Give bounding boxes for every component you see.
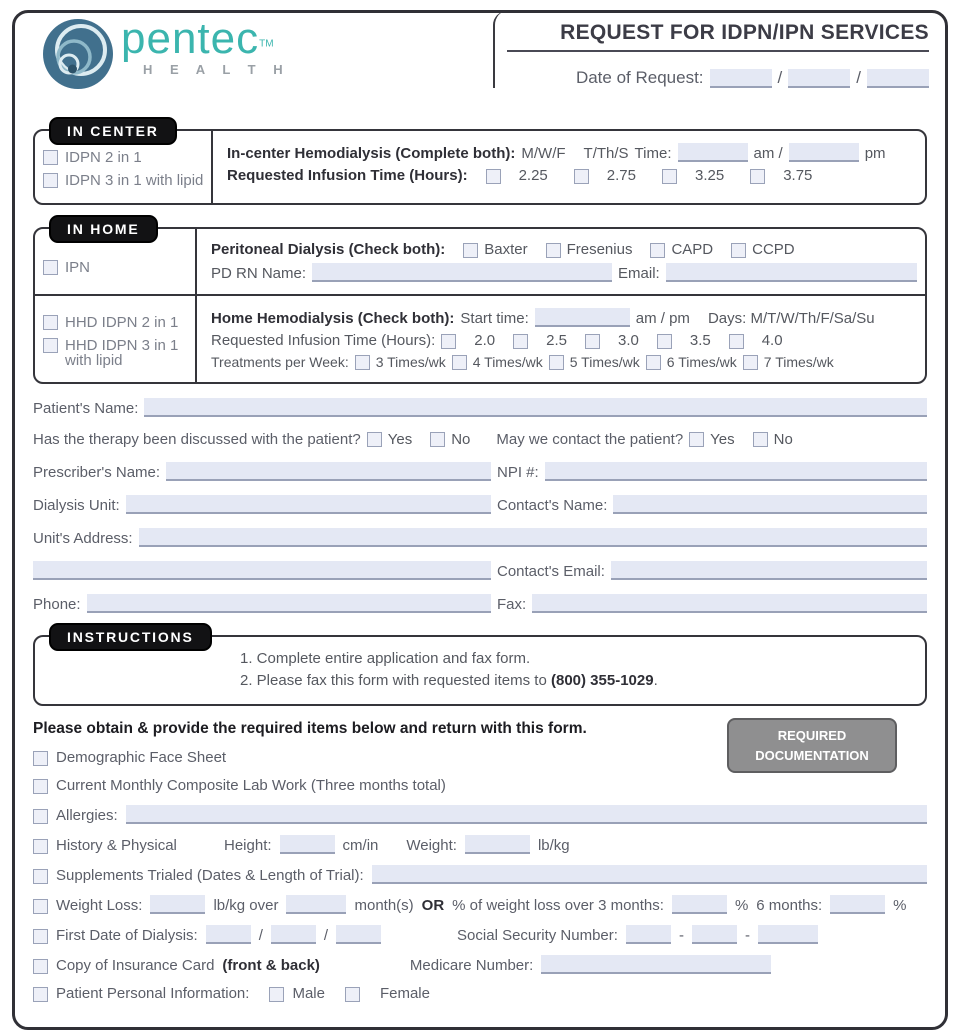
infusion-40-checkbox[interactable]: [729, 334, 744, 349]
idpn-2in1-label: IDPN 2 in 1: [65, 149, 142, 166]
start-time-field[interactable]: [535, 308, 630, 327]
brand-name: pentec: [121, 14, 260, 63]
brand-subtitle: H E A L T H: [143, 62, 290, 77]
date-day-field[interactable]: [788, 69, 850, 88]
title-box: [493, 11, 945, 88]
dialysis-year-field[interactable]: [336, 925, 381, 944]
height-field[interactable]: [280, 835, 335, 854]
instruction-2: [240, 672, 915, 689]
phone-label: Phone:: [33, 596, 81, 613]
time-label: Time:: [634, 145, 672, 162]
infusion-35-label: 3.5: [689, 332, 711, 349]
pct-sign-1: %: [734, 897, 749, 914]
infusion-40-label: 4.0: [761, 332, 783, 349]
infusion-275-label: 2.75: [606, 167, 636, 184]
female-label: Female: [379, 985, 430, 1002]
5x-week-label: 5 Times/wk: [569, 354, 640, 370]
incenter-hemodialysis-label: In-center Hemodialysis (Complete both):: [227, 145, 516, 162]
idpn-3in1-lipid-checkbox[interactable]: [43, 173, 58, 188]
weight-loss-months-label: month(s): [354, 897, 414, 914]
personal-info-checkbox[interactable]: [33, 987, 48, 1002]
4x-week-label: 4 Times/wk: [472, 354, 543, 370]
required-badge-line1: REQUIRED: [777, 728, 847, 743]
pd-rn-name-label: PD RN Name:: [211, 265, 307, 282]
start-time-label: Start time:: [460, 310, 529, 327]
unit-address-label: Unit's Address:: [33, 530, 133, 547]
instructions-badge: INSTRUCTIONS: [49, 623, 212, 651]
form-title: REQUEST FOR IDPN/IPN SERVICES: [507, 21, 929, 52]
demographic-checkbox[interactable]: [33, 751, 48, 766]
ssn-dash-1: -: [678, 927, 684, 944]
unit-address-field-2[interactable]: [33, 561, 491, 580]
female-checkbox[interactable]: [345, 987, 360, 1002]
days-tths-label: T/Th/S: [583, 145, 629, 162]
contact-yes-checkbox[interactable]: [689, 432, 704, 447]
therapy-discussed-question: Has the therapy been discussed with the patient?: [33, 431, 361, 448]
insurance-card-label: Copy of Insurance Card: [56, 957, 215, 974]
instruction-1: 1. Complete entire application and fax form.: [240, 650, 531, 667]
ssn-part3-field[interactable]: [758, 925, 818, 944]
patient-name-label: Patient's Name:: [33, 400, 139, 417]
6x-week-checkbox[interactable]: [646, 355, 661, 370]
infusion-225-label: 2.25: [518, 167, 548, 184]
time-pm-field[interactable]: [789, 143, 859, 162]
contact-name-label: Contact's Name:: [497, 497, 608, 514]
hhd-idpn-2in1-checkbox[interactable]: [43, 315, 58, 330]
weight-loss-unit-label: lb/kg over: [213, 897, 279, 914]
trademark: TM: [259, 38, 274, 50]
required-badge-line2: DOCUMENTATION: [755, 747, 869, 763]
baxter-label: Baxter: [484, 241, 528, 258]
infusion-30-label: 3.0: [618, 332, 639, 349]
7x-week-checkbox[interactable]: [743, 355, 758, 370]
infusion-20-label: 2.0: [474, 332, 496, 349]
insurance-card-checkbox[interactable]: [33, 959, 48, 974]
date-of-request-label: Date of Request:: [575, 68, 704, 87]
male-label: Male: [292, 985, 325, 1002]
contact-email-field[interactable]: [611, 561, 927, 580]
ssn-label: Social Security Number:: [457, 927, 618, 944]
allergies-field[interactable]: [126, 805, 927, 824]
capd-label: CAPD: [671, 241, 714, 258]
labwork-label: Current Monthly Composite Lab Work (Three months total): [56, 777, 446, 794]
pm-label: pm: [864, 145, 886, 162]
contact-email-label: Contact's Email:: [497, 563, 605, 580]
date-year-field[interactable]: [867, 69, 929, 88]
in-center-section: [33, 123, 927, 205]
slash: /: [856, 68, 861, 87]
demographic-label: Demographic Face Sheet: [56, 749, 227, 766]
treatments-per-week-label: Treatments per Week:: [211, 354, 349, 370]
date-month-field[interactable]: [710, 69, 772, 88]
required-items-heading: Please obtain & provide the required items below and return with this form.: [33, 720, 587, 737]
supplements-checkbox[interactable]: [33, 869, 48, 884]
infusion-225-checkbox[interactable]: [486, 169, 501, 184]
front-back-label: (front & back): [222, 957, 320, 974]
required-documentation-badge: [727, 718, 897, 773]
weight-unit-label: lb/kg: [537, 837, 570, 854]
incenter-infusion-label: Requested Infusion Time (Hours):: [227, 167, 468, 184]
ssn-dash-2: -: [744, 927, 750, 944]
idpn-3in1-lipid-label: IDPN 3 in 1 with lipid: [65, 172, 204, 189]
dialysis-unit-label: Dialysis Unit:: [33, 497, 120, 514]
pd-rn-name-field[interactable]: [312, 263, 612, 282]
infusion-30-checkbox[interactable]: [585, 334, 600, 349]
fax-number: (800) 355-1029: [550, 672, 654, 689]
in-home-badge: IN HOME: [49, 215, 158, 243]
height-unit-label: cm/in: [342, 837, 379, 854]
npi-label: NPI #:: [497, 464, 539, 481]
history-physical-label: History & Physical: [56, 837, 177, 854]
height-label: Height:: [224, 837, 272, 854]
infusion-375-label: 3.75: [783, 167, 813, 184]
infusion-375-checkbox[interactable]: [750, 169, 765, 184]
supplements-label: Supplements Trialed (Dates & Length of Trial):: [56, 867, 364, 884]
7x-week-label: 7 Times/wk: [763, 354, 834, 370]
supplements-field[interactable]: [372, 865, 927, 884]
contact-yes-label: Yes: [710, 431, 735, 448]
weight-loss-pct-label: % of weight loss over 3 months:: [452, 897, 664, 914]
hhd-idpn-2in1-label: HHD IDPN 2 in 1: [65, 314, 179, 331]
allergies-checkbox[interactable]: [33, 809, 48, 824]
infusion-325-checkbox[interactable]: [662, 169, 677, 184]
or-label: OR: [421, 897, 445, 914]
home-days-label: Days: M/T/W/Th/F/Sa/Su: [707, 310, 875, 327]
dialysis-slash-1: /: [258, 927, 263, 944]
therapy-no-label: No: [451, 431, 471, 448]
weight-loss-amount-field[interactable]: [150, 895, 205, 914]
weight-label: Weight:: [406, 837, 457, 854]
6x-week-label: 6 Times/wk: [666, 354, 737, 370]
ccpd-label: CCPD: [752, 241, 795, 258]
phone-field[interactable]: [87, 594, 491, 613]
prescriber-name-field[interactable]: [166, 462, 491, 481]
header: [33, 13, 927, 113]
in-center-badge: IN CENTER: [49, 117, 177, 145]
fresenius-checkbox[interactable]: [546, 243, 561, 258]
male-checkbox[interactable]: [269, 987, 284, 1002]
weight-loss-months-field[interactable]: [286, 895, 346, 914]
in-home-section: [33, 221, 927, 384]
time-am-field[interactable]: [678, 143, 748, 162]
contact-name-field[interactable]: [613, 495, 927, 514]
patient-name-field[interactable]: [144, 398, 927, 417]
slash: /: [777, 68, 783, 87]
unit-address-field[interactable]: [139, 528, 927, 547]
history-physical-checkbox[interactable]: [33, 839, 48, 854]
5x-week-checkbox[interactable]: [549, 355, 564, 370]
pct-sign-2: %: [893, 897, 907, 914]
ampm-label: am / pm: [635, 310, 690, 327]
weight-loss-label: Weight Loss:: [56, 897, 143, 914]
hhd-idpn-3in1-checkbox[interactable]: [43, 338, 58, 353]
weight-loss-checkbox[interactable]: [33, 899, 48, 914]
medicare-field[interactable]: [541, 955, 771, 974]
ipn-label: IPN: [65, 259, 91, 276]
personal-info-label: Patient Personal Information:: [56, 985, 250, 1002]
infusion-35-checkbox[interactable]: [657, 334, 672, 349]
idpn-2in1-checkbox[interactable]: [43, 150, 58, 165]
instruction-2-period: .: [653, 672, 658, 689]
pd-email-label: Email:: [618, 265, 660, 282]
pd-email-field[interactable]: [666, 263, 917, 282]
dialysis-unit-field[interactable]: [126, 495, 491, 514]
contact-no-checkbox[interactable]: [753, 432, 768, 447]
contact-patient-question: May we contact the patient?: [496, 431, 684, 448]
therapy-yes-checkbox[interactable]: [367, 432, 382, 447]
labwork-checkbox[interactable]: [33, 779, 48, 794]
pct-6months-field[interactable]: [830, 895, 885, 914]
infusion-275-checkbox[interactable]: [574, 169, 589, 184]
3x-week-checkbox[interactable]: [355, 355, 370, 370]
ssn-part1-field[interactable]: [626, 925, 671, 944]
contact-no-label: No: [773, 431, 793, 448]
first-dialysis-label: First Date of Dialysis:: [56, 927, 198, 944]
fax-label: Fax:: [497, 596, 527, 613]
hhd-idpn-3in1-label: HHD IDPN 3 in 1: [65, 337, 179, 354]
pentec-logo: [41, 14, 290, 91]
capd-checkbox[interactable]: [650, 243, 665, 258]
3x-week-label: 3 Times/wk: [375, 354, 446, 370]
instructions-section: [33, 629, 927, 706]
peritoneal-dialysis-label: Peritoneal Dialysis (Check both):: [211, 241, 446, 258]
pentec-swirl-icon: [41, 17, 115, 91]
therapy-yes-label: Yes: [387, 431, 413, 448]
infusion-325-label: 3.25: [694, 167, 725, 184]
ccpd-checkbox[interactable]: [731, 243, 746, 258]
home-infusion-label: Requested Infusion Time (Hours):: [211, 332, 436, 349]
fresenius-label: Fresenius: [566, 241, 633, 258]
instruction-2-text: 2. Please fax this form with requested items to: [240, 672, 551, 689]
baxter-checkbox[interactable]: [463, 243, 478, 258]
hhd-with-lipid-label: with lipid: [65, 352, 123, 369]
4x-week-checkbox[interactable]: [452, 355, 467, 370]
ipn-checkbox[interactable]: [43, 260, 58, 275]
patient-info-block: [33, 398, 927, 613]
pct-3months-field[interactable]: [672, 895, 727, 914]
days-mwf-label: M/W/F: [521, 145, 566, 162]
six-months-label: 6 months:: [756, 897, 823, 914]
medicare-label: Medicare Number:: [409, 957, 534, 974]
dialysis-slash-2: /: [323, 927, 329, 944]
dialysis-day-field[interactable]: [271, 925, 316, 944]
fax-field[interactable]: [532, 594, 927, 613]
infusion-20-checkbox[interactable]: [441, 334, 456, 349]
infusion-25-checkbox[interactable]: [513, 334, 528, 349]
allergies-label: Allergies:: [56, 807, 118, 824]
prescriber-name-label: Prescriber's Name:: [33, 464, 161, 481]
ssn-part2-field[interactable]: [692, 925, 737, 944]
npi-field[interactable]: [545, 462, 927, 481]
first-dialysis-checkbox[interactable]: [33, 929, 48, 944]
form-page: [12, 10, 948, 1030]
dialysis-month-field[interactable]: [206, 925, 251, 944]
am-label: am /: [753, 145, 783, 162]
weight-field[interactable]: [465, 835, 530, 854]
home-hemodialysis-label: Home Hemodialysis (Check both):: [211, 310, 455, 327]
therapy-no-checkbox[interactable]: [430, 432, 445, 447]
infusion-25-label: 2.5: [546, 332, 567, 349]
